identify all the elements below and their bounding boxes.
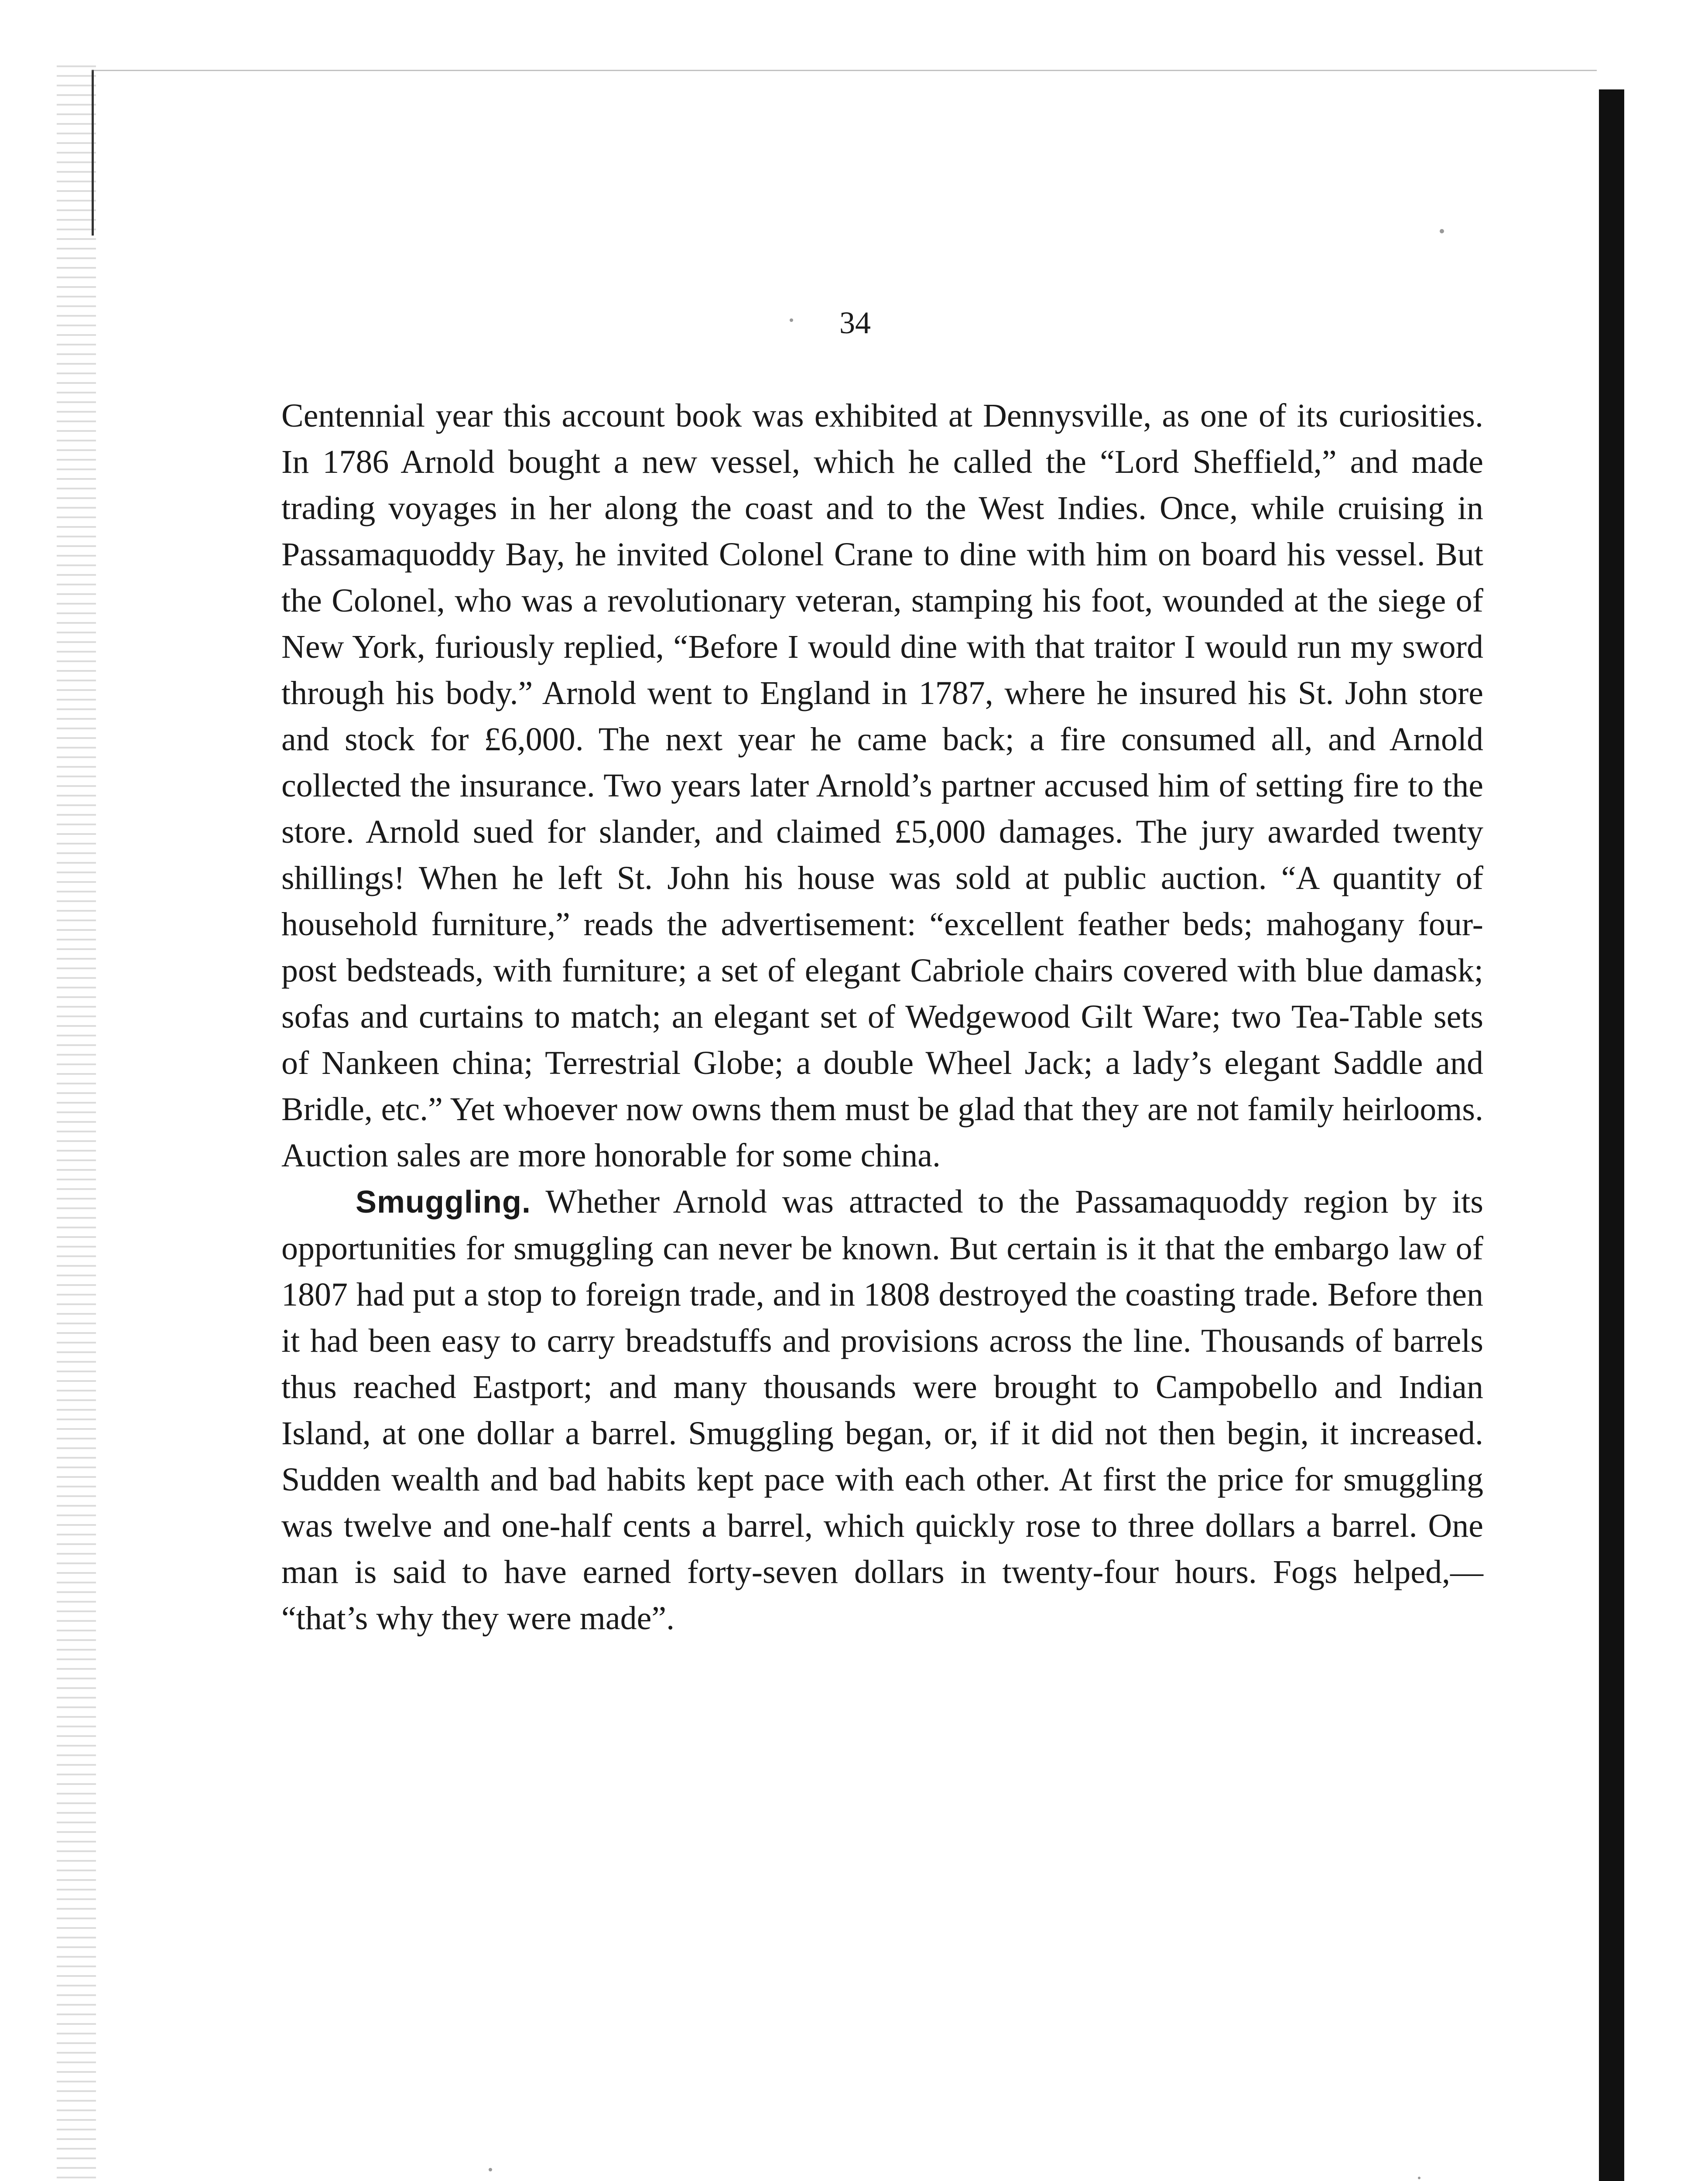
scan-edge-left — [57, 65, 96, 2181]
paragraph-text: Whether Arnold was attracted to the Passamaquoddy region by its opportunities for smuggling can never be known. But certain is it that the embargo law of 1807 had put a stop to foreign trade, and in 1808 destroyed the coasting trade. Before then it had been easy to carry breadstuffs and provisions across the line. Thousands of barrels thus reached Eastport; and many thousands were brought to Campobello and Indian Island, at one dollar a barrel. Smuggling began, or, if it did not then begin, it increased. Sudden wealth and bad habits kept pace with each other. At first the price for smuggling was twelve and one-half cents a barrel, which quickly rose to three dollars a barrel. One man is said to have earned forty-seven dollars in twenty-four hours. Fogs helped,— “that’s why they were made”. — [281, 1183, 1483, 1637]
page-number: 34 — [839, 305, 871, 340]
body-text — [281, 393, 1483, 1641]
scan-line-top — [92, 70, 1597, 71]
paragraph-text: Centennial year this account book was exhibited at Dennysville, as one of its curiosities. In 1786 Arnold bought a new vessel, which he called the “Lord Sheffield,” and made trading voyages in her along the coast and to the West Indies. Once, while cruising in Passamaquoddy Bay, he invited Colonel Crane to dine with him on board his vessel. But the Colonel, who was a revolutionary veteran, stamping his foot, wounded at the siege of New York, furiously replied, “Before I would dine with that traitor I would run my sword through his body.” Arnold went to England in 1787, where he insured his St. John store and stock for £6,000. The next year he came back; a fire consumed all, and Arnold collected the insurance. Two years later Arnold’s partner accused him of setting fire to the store. Arnold sued for slander, and claimed £5,000 damages. The jury awarded twenty shillings! When he left St. John his house was sold at public auction. “A quantity of household furniture,” reads the advertisement: “excellent feather beds; mahogany four-post bedsteads, with furniture; a set of elegant Cabriole chairs covered with blue damask; sofas and curtains to match; an elegant set of Wedgewood Gilt Ware; two Tea-Table sets of Nankeen china; Terrestrial Globe; a double Wheel Jack; a lady’s elegant Saddle and Bridle, etc.” Yet whoever now owns them must be glad that they are not family heirlooms. Auction sales are more honorable for some china. — [281, 397, 1483, 1174]
scan-speck — [1440, 229, 1444, 233]
scan-speck — [1418, 2177, 1420, 2179]
section-heading-smuggling: Smuggling. — [356, 1185, 531, 1220]
scan-speck — [790, 318, 793, 322]
scan-speck — [489, 2168, 492, 2171]
paragraph-arnold — [281, 393, 1483, 1179]
scan-line-left — [92, 70, 94, 236]
scan-bar-right — [1599, 89, 1624, 2181]
paragraph-smuggling — [281, 1179, 1483, 1641]
